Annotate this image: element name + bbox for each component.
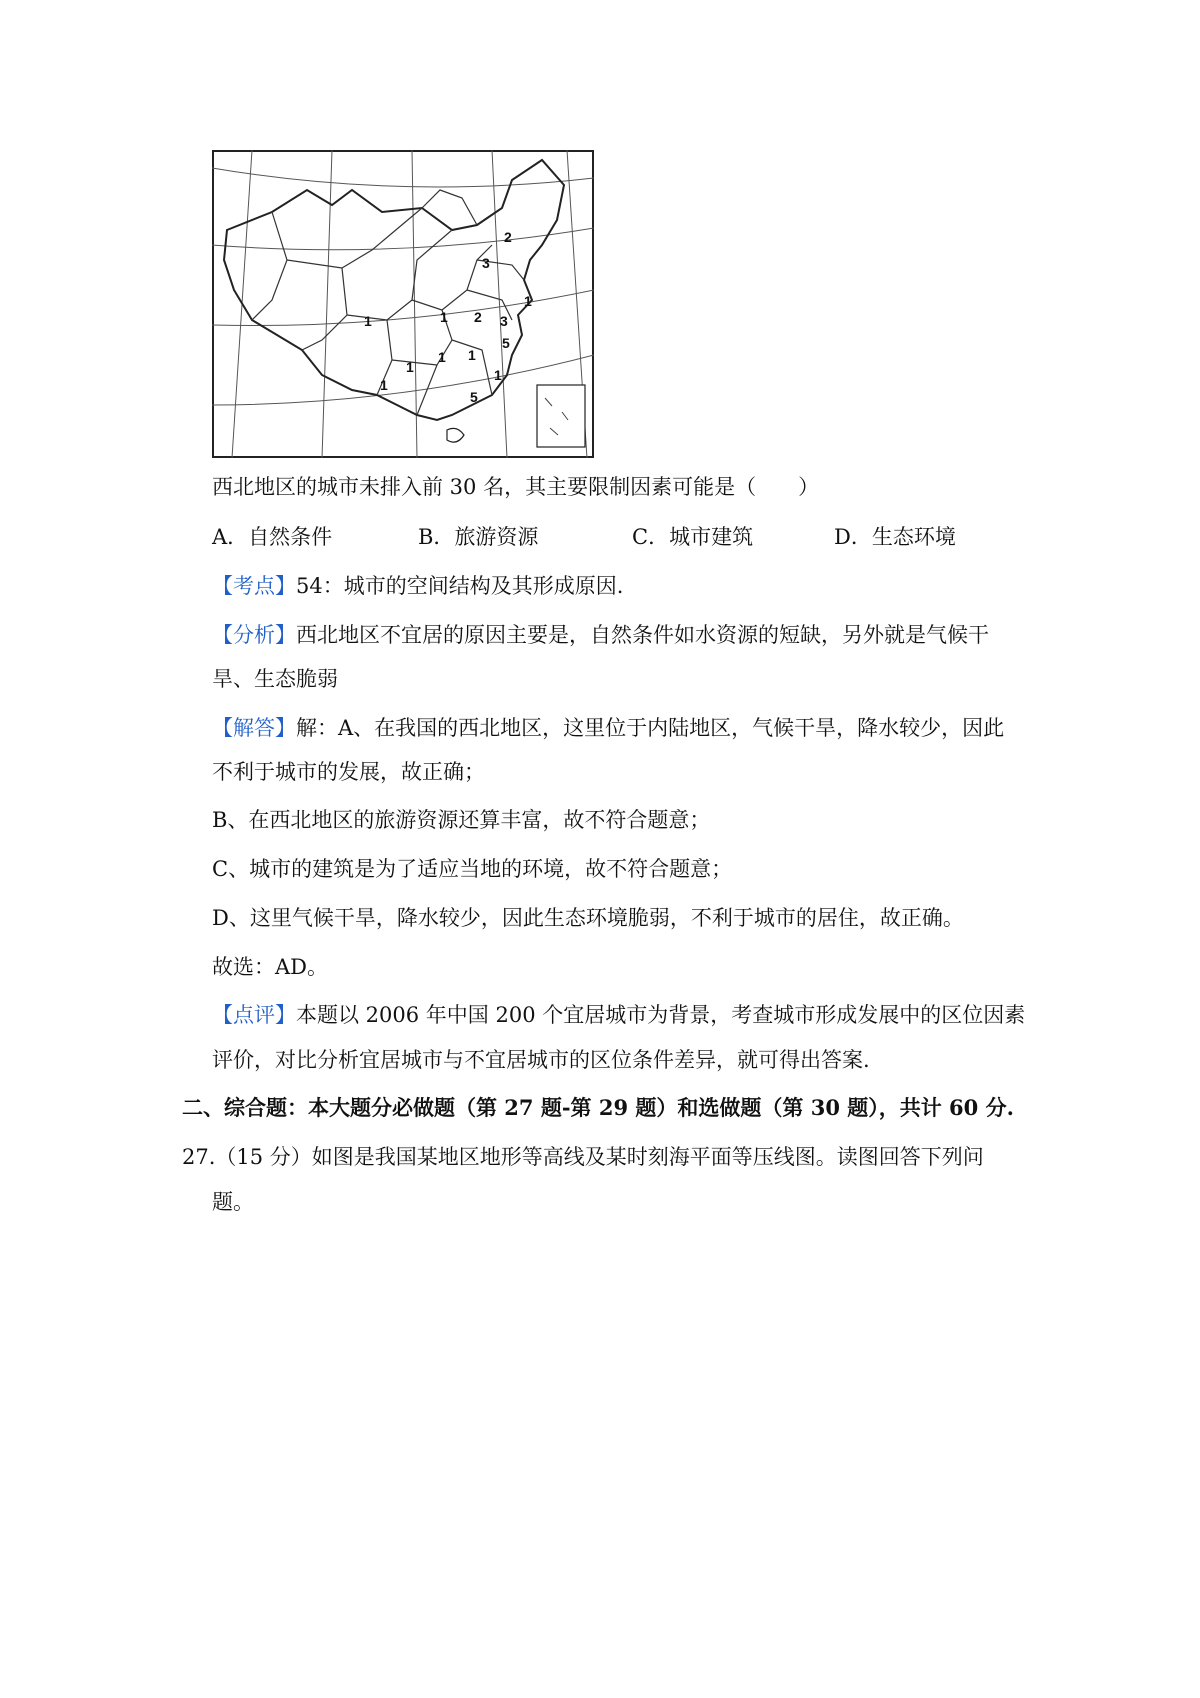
option-d [834,522,956,552]
map-label: 2 [474,309,482,325]
option-text: 自然条件 [248,525,333,549]
fenxi-line-1 [212,620,989,650]
dianping-text: 本题以 2006 年中国 200 个宜居城市为背景，考查城市形成发展中的区位因素 [296,1003,1026,1027]
jieda-line-3: B、在西北地区的旅游资源还算丰富，故不符合题意； [212,808,711,832]
jieda-label: 【解答】 [212,716,296,740]
jieda-line-6: 故选：AD。 [212,955,329,979]
jieda-line-4: C、城市的建筑是为了适应当地的环境，故不符合题意； [212,857,733,881]
china-map-svg [212,150,594,458]
map-label: 1 [494,367,502,383]
fenxi-label: 【分析】 [212,623,296,647]
section-heading: 二、综合题：本大题分必做题（第 27 题-第 29 题）和选做题（第 30 题），共计 60 分. [182,1095,1014,1120]
kaodian-text: 54：城市的空间结构及其形成原因. [296,574,624,598]
map-label: 5 [502,335,510,351]
map-label: 1 [440,309,448,325]
jieda-line-1 [212,713,1004,743]
option-a [212,522,332,552]
option-b [418,522,538,552]
question-stem: 西北地区的城市未排入前 30 名，其主要限制因素可能是（ ） [212,475,820,499]
jieda-line-5: D、这里气候干旱，降水较少，因此生态环境脆弱，不利于城市的居住，故正确。 [212,906,964,930]
kaodian-line [212,571,623,601]
option-letter: B． [418,525,455,549]
option-letter: A． [212,525,249,549]
map-label: 1 [438,349,446,365]
jieda-text: 解：A、在我国的西北地区，这里位于内陆地区，气候干旱，降水较少，因此 [296,716,1005,740]
q27-line-2: 题。 [212,1190,254,1214]
map-label: 1 [524,293,532,309]
q27-line-1: 27.（15 分）如图是我国某地区地形等高线及某时刻海平面等压线图。读图回答下列问 [182,1145,984,1169]
fenxi-text: 西北地区不宜居的原因主要是，自然条件如水资源的短缺，另外就是气候干 [296,623,989,647]
map-label: 3 [482,255,490,271]
dianping-label: 【点评】 [212,1003,296,1027]
jieda-line-2: 不利于城市的发展，故正确； [212,760,485,784]
dianping-line-2: 评价，对比分析宜居城市与不宜居城市的区位条件差异，就可得出答案. [212,1048,870,1072]
dianping-line-1 [212,1000,1025,1030]
option-letter: C． [632,525,670,549]
china-map-figure [212,150,594,458]
option-text: 城市建筑 [669,525,754,549]
option-text: 生态环境 [871,525,956,549]
map-label: 1 [364,313,372,329]
option-c [632,522,753,552]
map-label: 1 [468,347,476,363]
option-text: 旅游资源 [454,525,539,549]
map-label: 1 [380,377,388,393]
map-label: 2 [504,229,512,245]
option-letter: D． [834,525,872,549]
kaodian-label: 【考点】 [212,574,296,598]
fenxi-line-2: 旱、生态脆弱 [212,667,338,691]
map-label: 1 [406,359,414,375]
map-label: 5 [470,389,478,405]
map-label: 3 [500,313,508,329]
